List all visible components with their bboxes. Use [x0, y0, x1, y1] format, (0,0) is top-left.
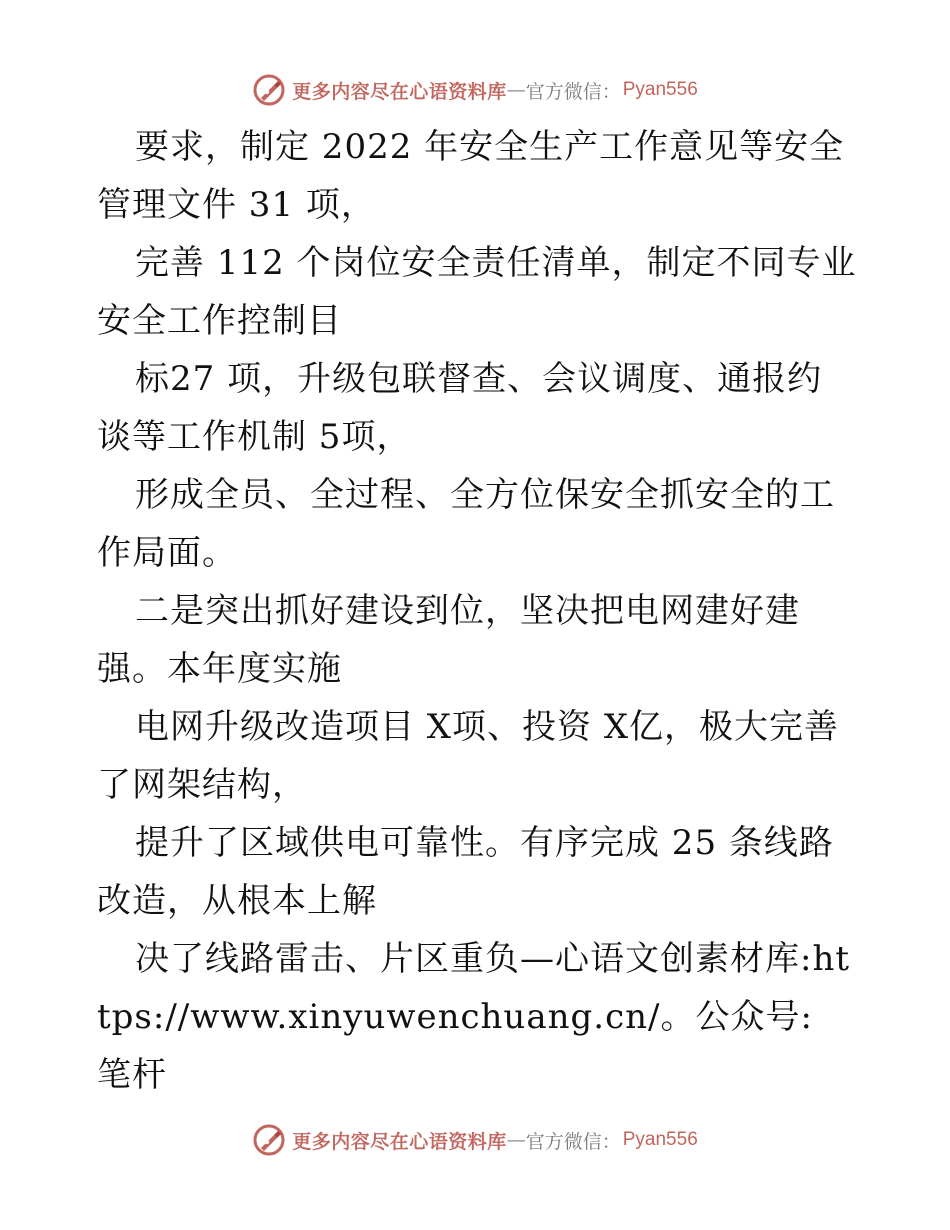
- paragraph-1: 要求，制定 2022 年安全生产工作意见等安全管理文件 31 项，: [97, 127, 845, 225]
- banner-wechat-id: Pyan556: [622, 79, 698, 100]
- footer-watermark: [0, 1120, 950, 1160]
- pen-logo-icon: [252, 73, 286, 107]
- header-watermark: [0, 70, 950, 110]
- paragraph-2: 完善 112 个岗位安全责任清单，制定不同专业安全工作控制目: [97, 243, 857, 341]
- paragraph-8: 决了线路雷击、片区重负—心语文创素材库:https://www.xinyuwenchuang.cn/。公众号: 笔杆: [97, 939, 851, 1095]
- pen-logo-icon: [252, 1123, 286, 1157]
- paragraph-3: 标27 项，升级包联督查、会议调度、通报约谈等工作机制 5项，: [97, 359, 823, 457]
- banner-wechat-label: 官方微信：: [525, 80, 621, 103]
- paragraph-4: 形成全员、全过程、全方位保安全抓安全的工作局面。: [97, 475, 835, 573]
- banner-dash: —: [506, 1129, 526, 1151]
- banner-wechat-id: Pyan556: [622, 1129, 698, 1150]
- paragraph-6: 电网升级改造项目 X项、投资 X亿，极大完善了网架结构，: [97, 707, 840, 805]
- paragraph-7: 提升了区域供电可靠性。有序完成 25 条线路改造，从根本上解: [97, 823, 834, 921]
- banner-title: 更多内容尽在心语资料库: [292, 80, 507, 103]
- banner-wechat-label: 官方微信：: [525, 1130, 621, 1153]
- paragraph-5: 二是突出抓好建设到位，坚决把电网建好建强。本年度实施: [97, 591, 800, 689]
- banner-title: 更多内容尽在心语资料库: [292, 1130, 507, 1153]
- document-body: [97, 118, 857, 1104]
- banner-dash: —: [506, 79, 526, 101]
